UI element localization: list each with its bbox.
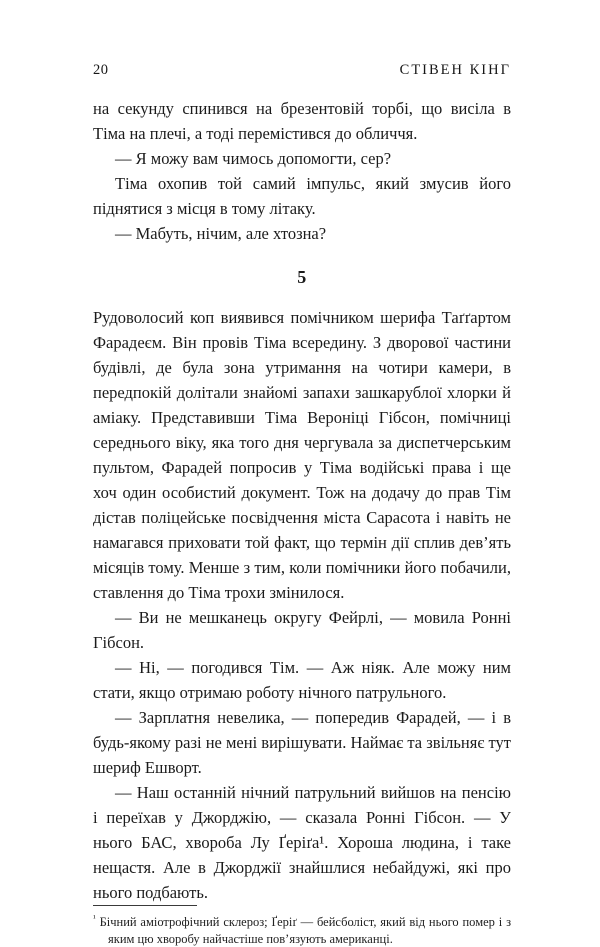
dialogue-paragraph: — Ні, — погодився Тім. — Аж ніяк. Але можу ним стати, якщо отримаю роботу нічного патрульного. — [93, 658, 511, 702]
footnote-text: Бічний аміотрофічний склероз; Ґеріґ — бейсболіст, який від нього помер і з яким цю хворобу найчастіше пов’язують американці. — [99, 915, 512, 946]
body-text — [93, 96, 511, 905]
section-number-heading: 5 — [297, 267, 307, 287]
dialogue-paragraph: — Мабуть, нічим, але хтозна? — [115, 224, 327, 243]
footnote-section — [93, 905, 511, 947]
dialogue-paragraph: — Наш останній нічний патрульний вийшов на пенсію і переїхав у Джорджію, — сказала Ронні Гібсон. — У нього БАС, хвороба Лу Ґеріґа¹. Хороша людина, і таке нещастя. Але в Джорджії знайшлися небайдужі, які про нього подбають. — [93, 783, 511, 902]
footnote-marker: ¹ — [93, 912, 96, 923]
page-header — [93, 62, 511, 79]
dialogue-paragraph: — Ви не мешканець округу Фейрлі, — мовила Ронні Гібсон. — [93, 608, 511, 652]
paragraph-continuation: на секунду спинився на брезентовій торбі, що висіла в Тіма на плечі, а тоді перемістився до обличчя. — [93, 99, 511, 143]
dialogue-paragraph: — Зарплатня невелика, — попередив Фарадей, — і в будь-якому разі не мені вирішувати. Наймає та звільняє тут шериф Ешворт. — [93, 708, 511, 777]
paragraph: Тіма охопив той самий імпульс, який змусив його піднятися з місця в тому літаку. — [93, 174, 511, 218]
footnote — [93, 914, 511, 947]
page-number: 20 — [93, 62, 109, 78]
paragraph: Рудоволосий коп виявився помічником шерифа Таґґартом Фарадеєм. Він провів Тіма всередину. З дворової частини будівлі, де була зона утримання на чотири камери, в передпокій долітали знайомі запахи зашкарублої хлорки й аміаку. Представивши Тіма Вероніці Гібсон, помічниці середнього віку, яка того дня чергувала за диспетчерським пультом, Фарадей попросив у Тіма водійські права і ще хоч один особистий документ. Тож на додачу до прав Тім дістав поліцейське посвідчення міста Сарасота і навіть не намагався приховати той факт, що термін дії сплив дев’ять місяців тому. Менше з тим, коли помічники його побачили, ставлення до Тіма трохи змінилося. — [93, 308, 511, 602]
running-title: СТІВЕН КІНГ — [399, 62, 511, 78]
dialogue-paragraph: — Я можу вам чимось допомогти, сер? — [115, 149, 392, 168]
footnote-divider — [93, 905, 197, 906]
